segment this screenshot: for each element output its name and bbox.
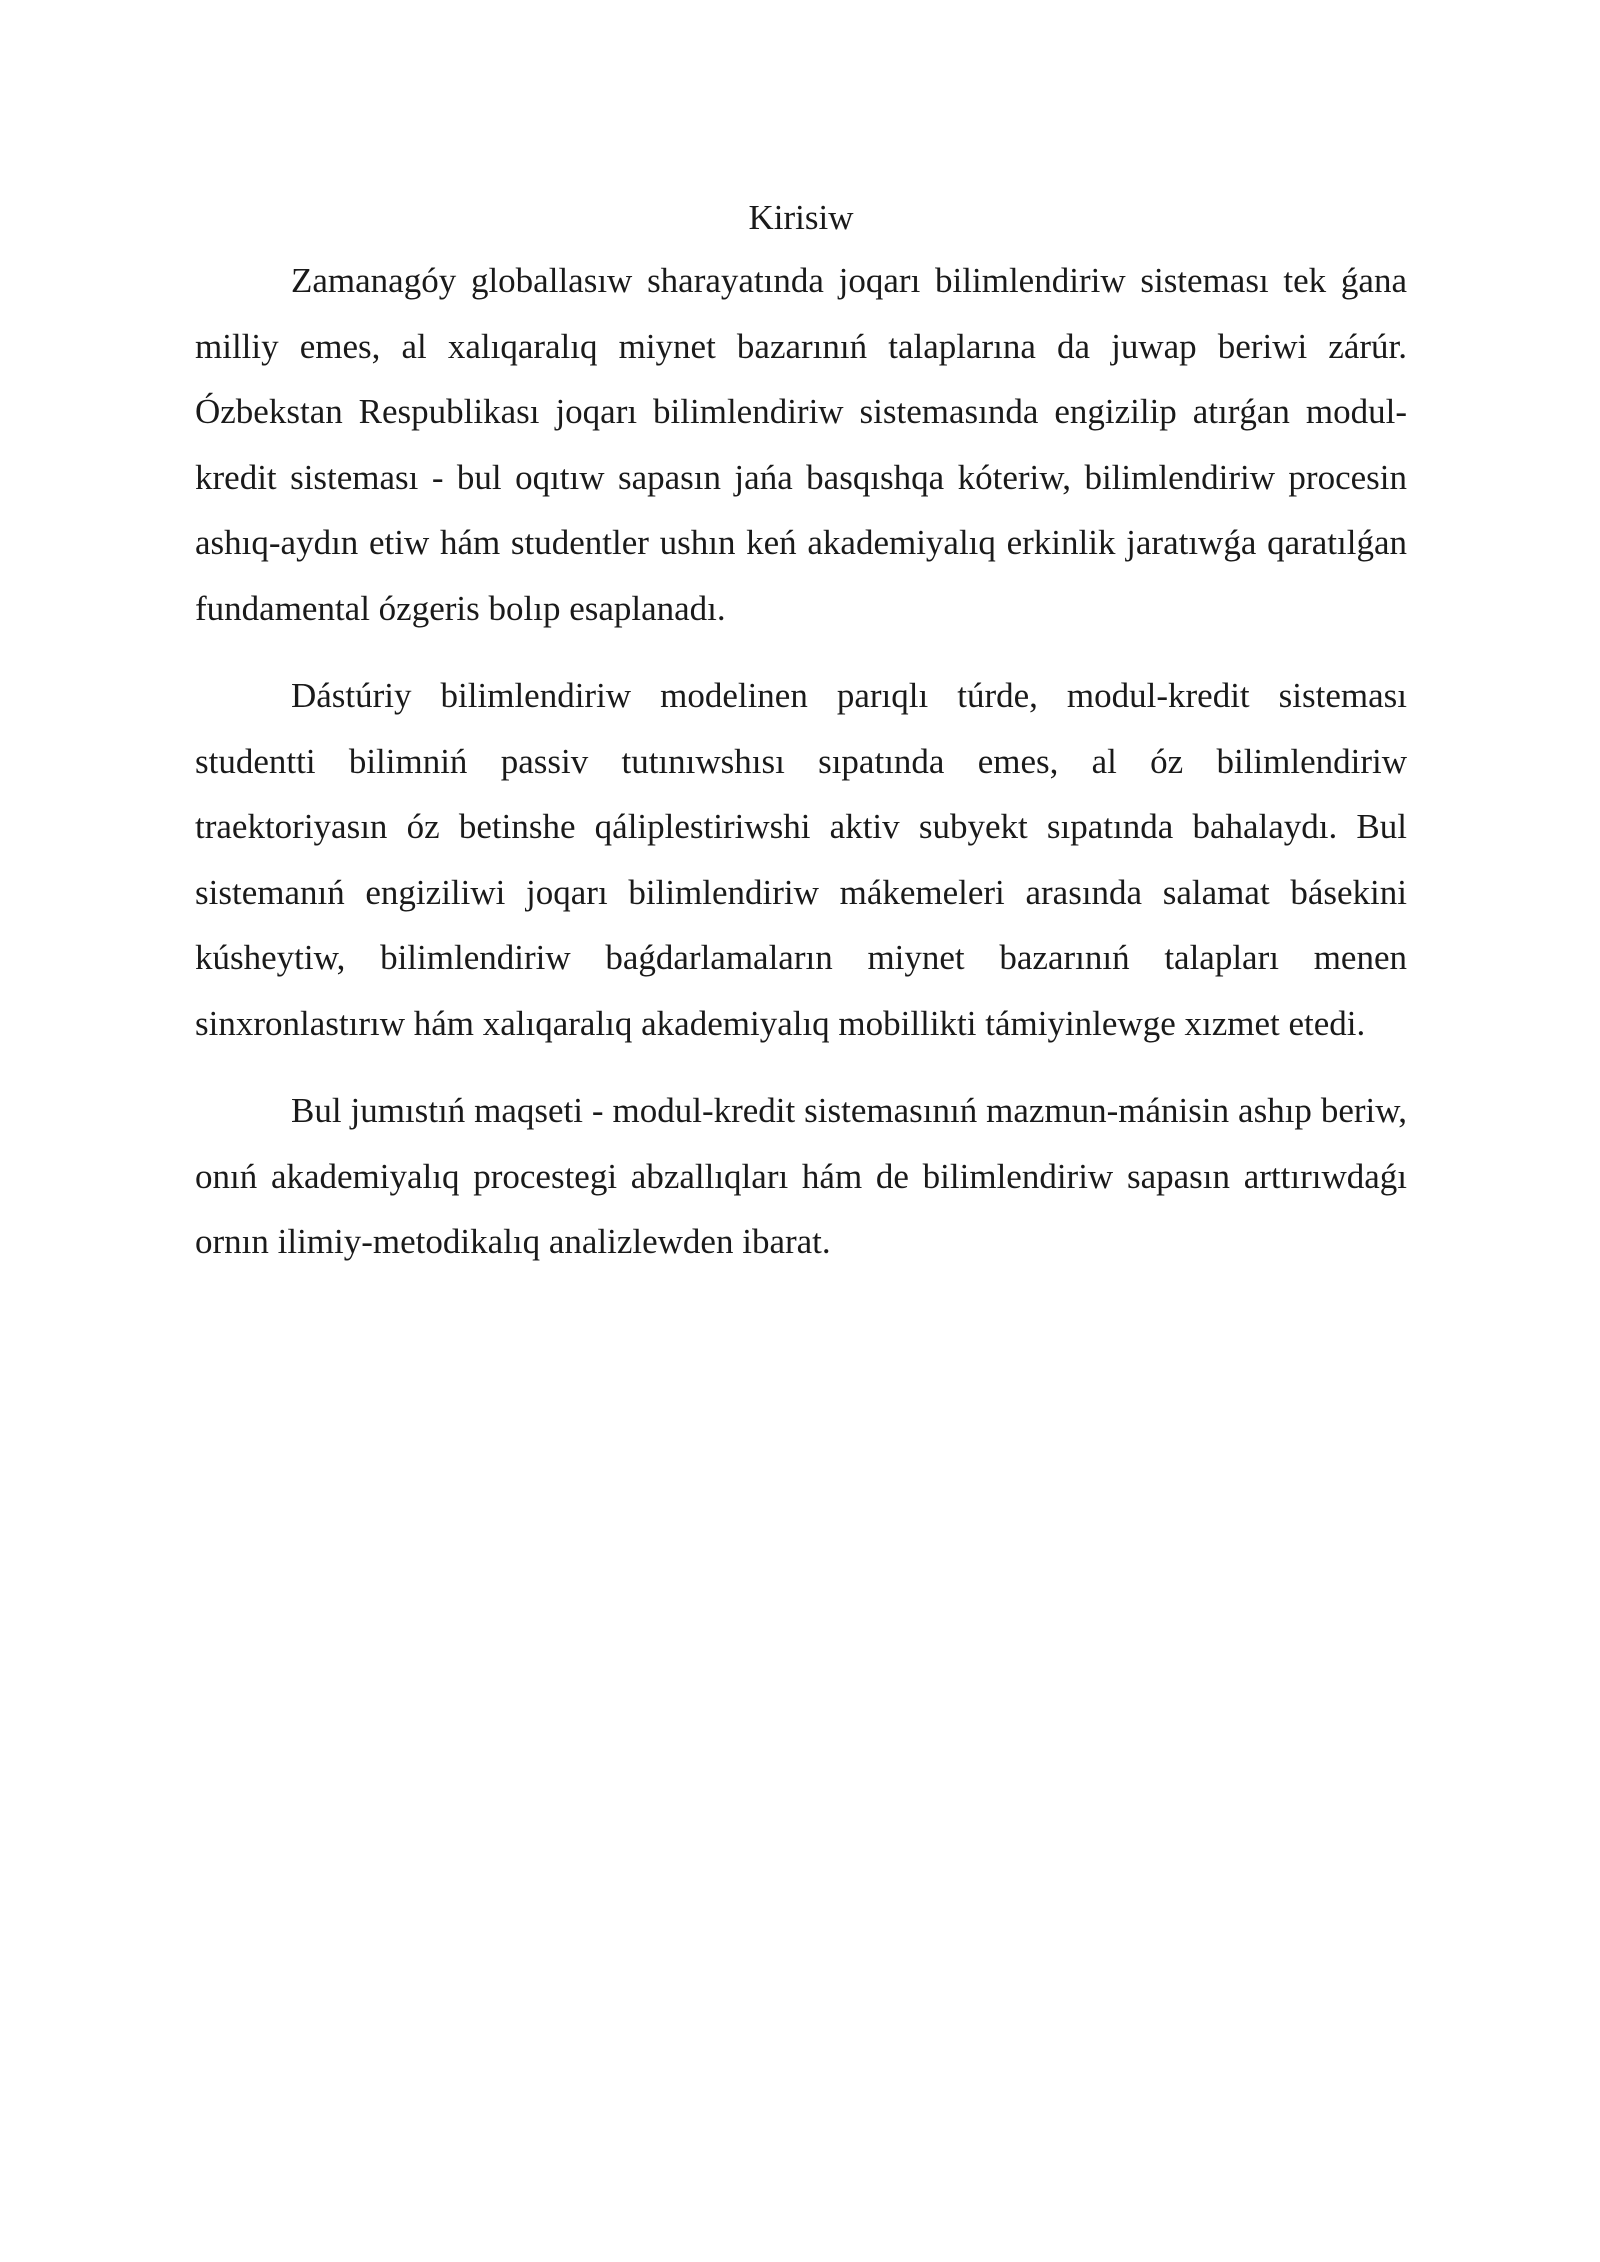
paragraph-2: Dástúriy bilimlendiriw modelinen parıqlı túrde, modul-kredit sisteması studentti bilimniń passiv tutınıwshısı sıpatında emes, al óz bilimlendiriw traektoriyasın óz betinshe qáliplestiriwshi aktiv subyekt sıpatında bahalaydı. Bul sistemanıń engiziliwi joqarı bilimlendiriw mákemeleri arasında salamat básekini kúsheytiw, bilimlendiriw baǵdarlamaların miynet bazarınıń talapları menen sinxronlastırıw hám xalıqaralıq akademiyalıq mobillikti támiyinlewge xızmet etedi. [195,676,1407,1043]
document-body [195,188,1407,1297]
paragraph-3: Bul jumıstıń maqseti - modul-kredit sistemasınıń mazmun-mánisin ashıp beriw, onıń akademiyalıq procestegi abzallıqları hám de bilimlendiriw sapasın arttırıwdaǵı ornın ilimiy-metodikalıq analizlewden ibarat. [195,1091,1407,1261]
document-title: Kirisiw [748,198,854,237]
paragraph-1: Zamanagóy globallasıw sharayatında joqarı bilimlendiriw sisteması tek ǵana milliy emes, al xalıqaralıq miynet bazarınıń talaplarına da juwap beriwi zárúr. Ózbekstan Respublikası joqarı bilimlendiriw sistemasında engizilip atırǵan modul-kredit sisteması - bul oqıtıw sapasın jańa basqıshqa kóteriw, bilimlendiriw procesin ashıq-aydın etiw hám studentler ushın keń akademiyalıq erkinlik jaratıwǵa qaratılǵan fundamental ózgeris bolıp esaplanadı. [195,261,1407,628]
